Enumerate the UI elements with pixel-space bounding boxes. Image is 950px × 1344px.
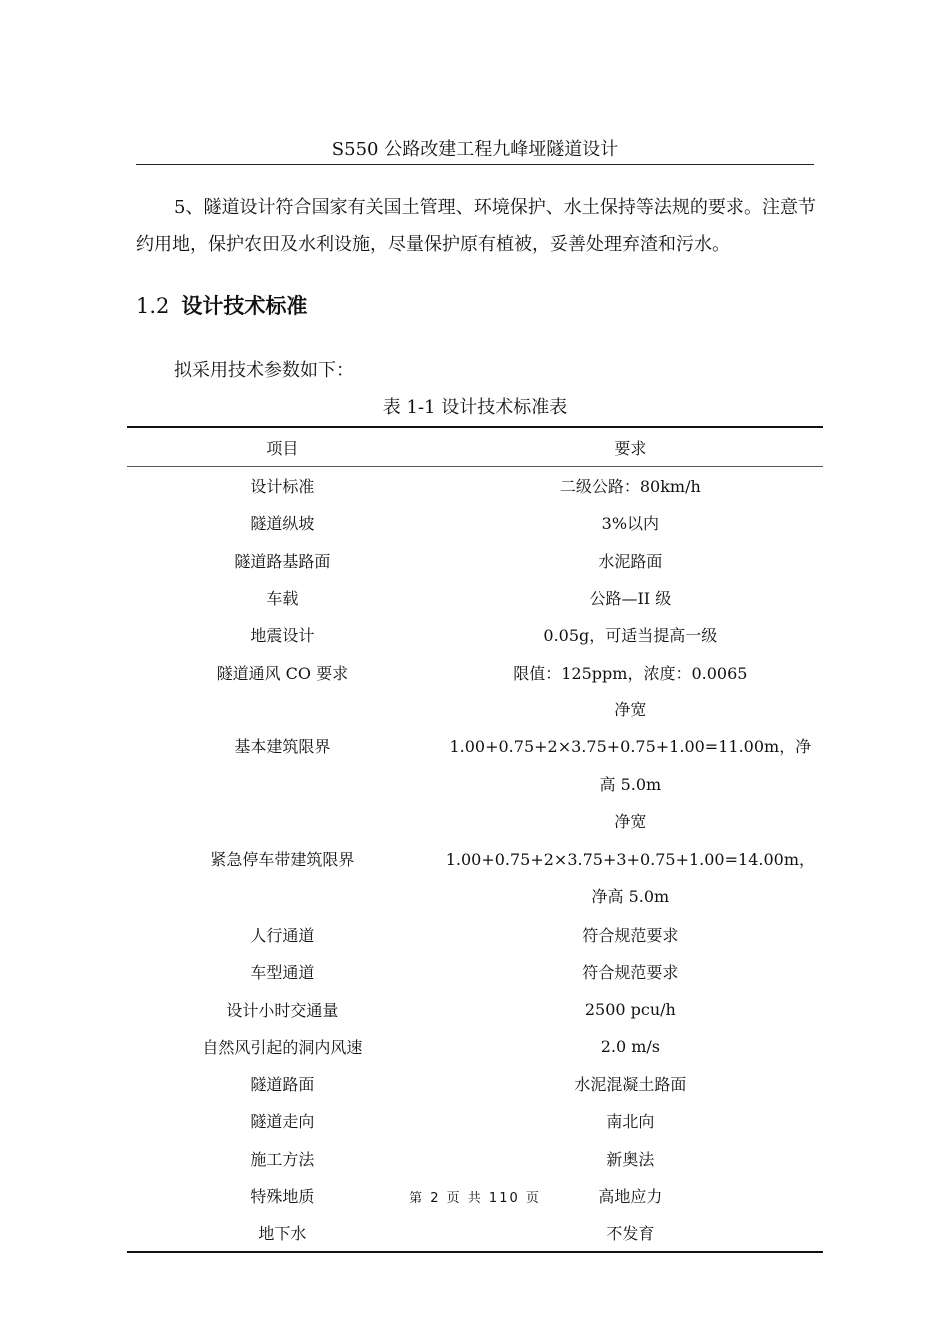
- table-cell-item: 隧道路基路面: [234, 551, 331, 571]
- table-cell-requirement: 公路—II 级: [589, 589, 672, 609]
- header-divider: [136, 164, 814, 165]
- table-cell-requirement: 2.0 m/s: [600, 1036, 660, 1056]
- table-row: [127, 953, 823, 990]
- table-cell-item: 紧急停车带建筑限界: [210, 849, 355, 869]
- table-cell-item: 施工方法: [250, 1149, 315, 1169]
- table-cell-requirement: 2500 pcu/h: [584, 999, 676, 1019]
- table-cell-requirement: 0.05g，可适当提高一级: [543, 626, 718, 646]
- table-row: [127, 467, 823, 505]
- table-cell-item: 自然风引起的洞内风速: [202, 1037, 363, 1057]
- table-cell-item: 基本建筑限界: [234, 737, 331, 757]
- table-row: [127, 691, 823, 804]
- table-row: [127, 916, 823, 953]
- table-cell-item: 车型通道: [250, 963, 315, 983]
- table-cell-requirement: 符合规范要求: [582, 925, 679, 945]
- page-number-footer: 第 2 页 共 110 页: [409, 1191, 541, 1206]
- table-row: [127, 1214, 823, 1252]
- table-cell-item: 车载: [266, 589, 299, 609]
- intro-text: 拟采用技术参数如下：: [174, 360, 354, 381]
- table-row: [127, 803, 823, 916]
- table-cell-requirement: 不发育: [606, 1224, 655, 1244]
- section-heading: [136, 291, 307, 321]
- table-cell-requirement: 水泥路面: [598, 551, 663, 571]
- table-cell-item: 特殊地质: [250, 1187, 315, 1206]
- table-cell-item: 设计标准: [250, 477, 315, 497]
- design-standard-table: [127, 426, 823, 1253]
- table-caption: 表 1-1 设计技术标准表: [382, 397, 568, 418]
- body-paragraph: 5、隧道设计符合国家有关国土管理、环境保护、水土保持等法规的要求。注意节约用地，保护农田及水利设施，尽量保护原有植被，妥善处理弃渣和污水。: [136, 197, 816, 255]
- table-row: [127, 1028, 823, 1065]
- table-row: [127, 990, 823, 1027]
- table-row: [127, 504, 823, 541]
- table-header-row: [127, 427, 823, 467]
- table-row: [127, 579, 823, 616]
- table-row: [127, 1140, 823, 1177]
- table-cell-requirement: 3%以内: [601, 514, 660, 534]
- column-header-requirement: 要求: [438, 427, 823, 467]
- running-header: S550 公路改建工程九峰垭隧道设计: [331, 139, 619, 160]
- table-cell-item: 隧道路面: [250, 1075, 315, 1095]
- table-cell-requirement: 高地应力: [598, 1187, 663, 1206]
- table-cell-requirement: 净宽 1.00+0.75+2×3.75+3+0.75+1.00=14.00m，净高 5.0m: [445, 812, 815, 907]
- table-cell-requirement: 符合规范要求: [582, 963, 679, 983]
- table-row: [127, 616, 823, 653]
- table-cell-requirement: 二级公路：80km/h: [559, 477, 701, 497]
- table-row: [127, 653, 823, 690]
- table-cell-item: 地震设计: [250, 626, 315, 646]
- section-title: 设计技术标准: [181, 293, 308, 318]
- table-row: [127, 1102, 823, 1139]
- table-cell-requirement: 南北向: [606, 1112, 655, 1132]
- table-cell-requirement: 限值：125ppm，浓度：0.0065: [513, 663, 748, 683]
- column-header-item: 项目: [127, 427, 438, 467]
- table-cell-item: 设计小时交通量: [226, 1000, 339, 1020]
- table-cell-item: 隧道纵坡: [250, 514, 315, 534]
- table-row: [127, 542, 823, 579]
- table-row: [127, 1065, 823, 1102]
- section-number: 1.2: [136, 294, 170, 318]
- table-cell-item: 隧道通风 CO 要求: [216, 663, 349, 683]
- table-cell-requirement: 净宽 1.00+0.75+2×3.75+0.75+1.00=11.00m，净高 5.0m: [449, 699, 812, 794]
- table-cell-item: 隧道走向: [250, 1112, 315, 1132]
- table-cell-requirement: 水泥混凝土路面: [574, 1075, 687, 1095]
- table-cell-requirement: 新奥法: [606, 1149, 655, 1169]
- table-cell-item: 人行通道: [250, 925, 315, 945]
- table-cell-item: 地下水: [258, 1224, 307, 1244]
